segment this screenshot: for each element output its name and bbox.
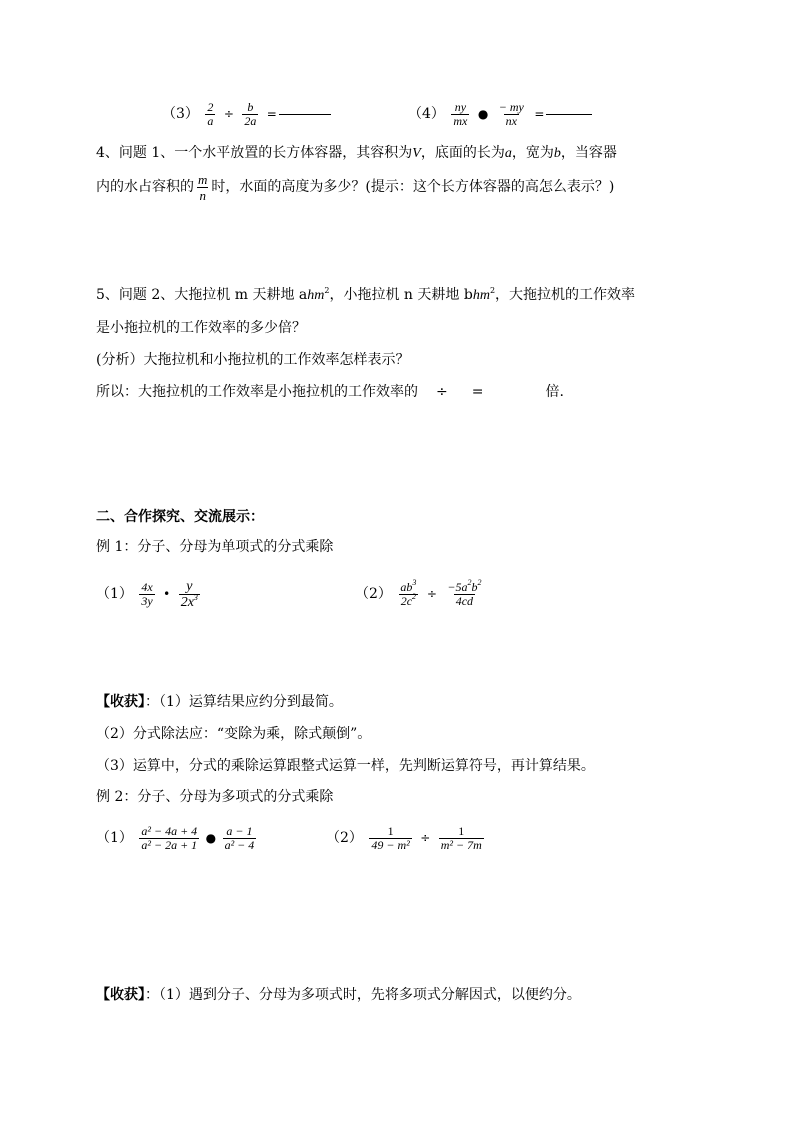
divide-sign: ÷ <box>426 587 437 601</box>
example-2-part-1: （1） $\frac{\text{a² − 4a + 4}}{\text{a² − 2a + 1}}$ ● $\frac{a - 1}{\text{a² − 4}}$ <box>96 823 255 852</box>
exercise-4 <box>408 96 592 132</box>
problem-5-line-1: 5、问题 2、大拖拉机 m 天耕地 ahm$^2$，小拖拉机 n 天耕地 bhm$^2$，大拖拉机的工作效率 <box>96 286 636 303</box>
problem-5-line-3: (分析）大拖拉机和小拖拉机的工作效率怎样表示？ <box>96 352 410 368</box>
gain-1-line-3: （3）运算中，分式的乘除运算跟整式运算一样，先判断运算符号，再计算结果。 <box>96 758 595 774</box>
example-1-part-2: （2） $\frac{ab^3}{2c^2}$ ÷ $\frac{-5a^2b^2}{4cd}$ <box>355 577 482 608</box>
example-1-part-1: （1） $\frac{4x}{3y}$ • $\frac{y}{2x^3}$ <box>96 578 198 610</box>
example-1-title: 例 1：分子、分母为单项式的分式乘除 <box>96 539 334 555</box>
gain-label: 【收获】 <box>96 987 145 1003</box>
gain-2-line-1: 【收获】：（1）遇到分子、分母为多项式时，先将多项式分解因式，以便约分。 <box>96 987 581 1003</box>
multiply-dot: ● <box>477 107 489 121</box>
exercise-3-label: （3） <box>162 106 199 122</box>
gain-1-line-1: 【收获】：（1）运算结果应约分到最简。 <box>96 694 343 710</box>
answer-blank <box>279 114 331 115</box>
fraction: $\frac{1}{\text{49 − m²}}$ <box>371 823 410 852</box>
exercise-4-label: （4） <box>408 106 445 122</box>
fraction: $\frac{2}{a}$ <box>207 99 214 128</box>
divide-sign: ÷ <box>420 831 431 845</box>
exercise-3 <box>162 96 331 132</box>
equals-sign: = <box>534 107 545 121</box>
fraction: $\frac{ny}{mx}$ <box>453 99 468 128</box>
fraction: $\frac{b}{2a}$ <box>244 99 257 128</box>
problem-5-line-4: 所以：大拖拉机的工作效率是小拖拉机的工作效率的 ÷ = 倍. <box>96 384 564 400</box>
fraction: $\frac{-5a^2b^2}{4cd}$ <box>447 577 482 608</box>
section-2-title: 二、合作探究、交流展示： <box>96 509 264 525</box>
gain-label: 【收获】 <box>96 694 145 710</box>
fraction: $\frac{\text{a² − 4a + 4}}{\text{a² − 2a + 1}}$ <box>141 823 198 852</box>
example-2-title: 例 2：分子、分母为多项式的分式乘除 <box>96 789 334 805</box>
fraction: $\frac{a - 1}{\text{a² − 4}}$ <box>224 823 255 852</box>
gain-1-line-2: （2）分式除法应：“变除为乘，除式颠倒”。 <box>96 726 372 742</box>
fraction-m-over-n: $\frac{m}{n}$ <box>198 171 208 203</box>
example-2-part-2: （2） $\frac{1}{\text{49 − m²}}$ ÷ $\frac{1}{\text{m² − 7m}}$ <box>326 823 482 852</box>
fraction: $\frac{1}{\text{m² − 7m}}$ <box>440 823 482 852</box>
answer-blank <box>546 114 592 115</box>
problem-5-line-2: 是小拖拉机的工作效率的多少倍？ <box>96 320 306 336</box>
fraction: $\frac{4x}{3y}$ <box>141 579 153 608</box>
multiply-dot: • <box>163 587 171 601</box>
problem-4-line-1: 4、问题 1、一个水平放置的长方体容器，其容积为V，底面的长为a，宽为b，当容器 <box>96 145 617 161</box>
problem-4-line-2: 内的水占容积的 $\frac{m}{n}$ 时，水面的高度为多少？(提示：这个长方体容器的高怎么表示？) <box>96 171 615 203</box>
fraction: $\frac{y}{2x^3}$ <box>180 578 198 610</box>
equals-sign: = <box>266 107 277 121</box>
divide-sign: ÷ <box>223 107 234 121</box>
fraction: $\frac{ab^3}{2c^2}$ <box>400 577 417 608</box>
fraction: $\frac{- my}{nx}$ <box>498 99 524 128</box>
multiply-dot: ● <box>205 831 217 845</box>
